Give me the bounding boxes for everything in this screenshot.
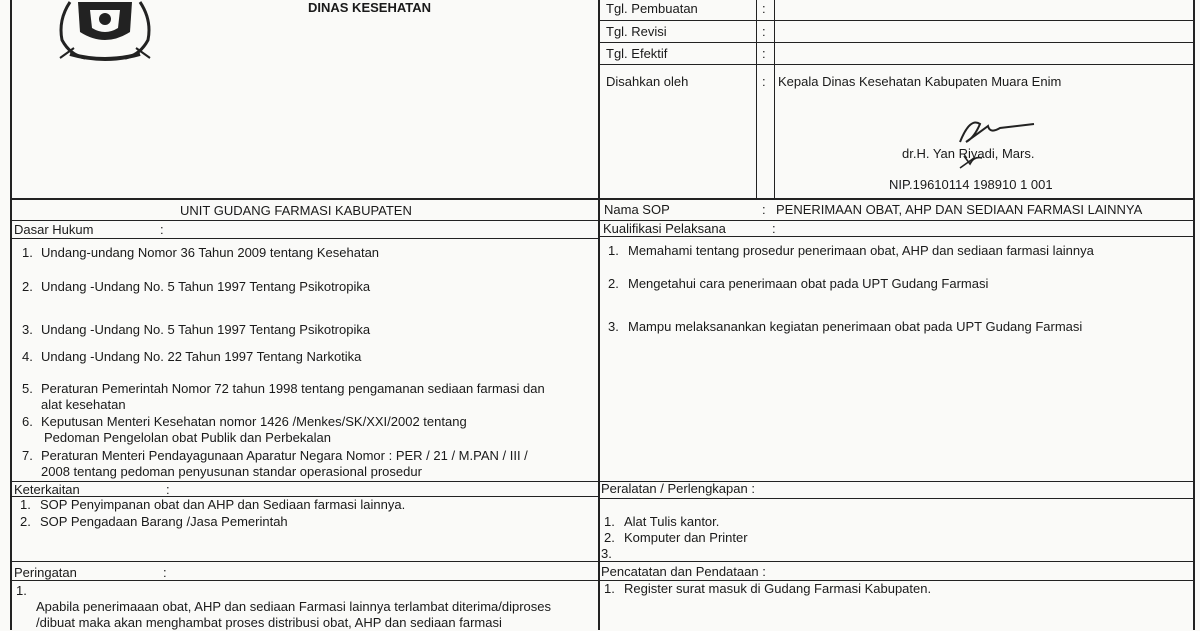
list-item: Mampu melaksanankan kegiatan penerimaan obat pada UPT Gudang Farmasi	[628, 319, 1083, 334]
list-item-number: 1.	[604, 514, 615, 529]
keterkaitan-heading: Keterkaitan	[14, 482, 80, 497]
sop-name-label: Nama SOP	[604, 202, 670, 217]
signatory-name: dr.H. Yan Riyadi, Mars.	[902, 146, 1035, 161]
list-item-number: 5.	[22, 381, 33, 396]
peralatan-heading: Peralatan / Perlengkapan :	[601, 481, 755, 496]
meta-label-approved-by: Disahkan oleh	[606, 74, 689, 89]
list-item: Keputusan Menteri Kesehatan nomor 1426 /Menkes/SK/XXI/2002 tentang	[41, 414, 467, 429]
warning-text: Apabila penerimaaan obat, AHP dan sediaan Farmasi lainnya terlambat diterima/diproses	[36, 599, 551, 614]
regency-emblem-icon	[40, 0, 170, 70]
list-item-number: 2.	[22, 279, 33, 294]
meta-colon: :	[762, 74, 766, 89]
meta-label-effective-date: Tgl. Efektif	[606, 46, 668, 61]
unit-name: UNIT GUDANG FARMASI KABUPATEN	[180, 203, 412, 218]
section-colon: :	[163, 565, 167, 580]
meta-label-creation-date: Tgl. Pembuatan	[606, 1, 698, 16]
section-colon: :	[166, 482, 170, 497]
list-item-number: 3.	[22, 322, 33, 337]
list-item-number: 2.	[604, 530, 615, 545]
list-item: Undang -Undang No. 5 Tahun 1997 Tentang Psikotropika	[41, 279, 371, 294]
list-item-number: 1.	[608, 243, 619, 258]
dasar-hukum-heading: Dasar Hukum	[14, 222, 94, 237]
list-item: SOP Pengadaan Barang /Jasa Pemerintah	[40, 514, 288, 529]
list-item: SOP Penyimpanan obat dan AHP dan Sediaan farmasi lainnya.	[40, 497, 406, 512]
list-item-number: 2.	[20, 514, 31, 529]
list-item-number: 3.	[601, 546, 612, 561]
list-item-number: 7.	[22, 448, 33, 463]
section-colon: :	[772, 221, 776, 236]
warning-text-continued: /dibuat maka akan menghambat proses distribusi obat, AHP dan sediaan farmasi	[36, 615, 502, 630]
list-item: Undang-undang Nomor 36 Tahun 2009 tentang Kesehatan	[41, 245, 380, 260]
list-item-continued: 2008 tentang pedoman penyusunan standar operasional prosedur	[41, 464, 422, 479]
list-item: Peraturan Menteri Pendayagunaan Aparatur Negara Nomor : PER / 21 / M.PAN / III /	[41, 448, 528, 463]
list-item: Undang -Undang No. 5 Tahun 1997 Tentang Psikotropika	[41, 322, 371, 337]
signature-icon	[930, 112, 1040, 172]
sop-colon: :	[762, 202, 766, 217]
meta-colon: :	[762, 24, 766, 39]
list-item-continued: alat kesehatan	[41, 397, 126, 412]
list-item-continued: Pedoman Pengelolan obat Publik dan Perbekalan	[44, 430, 331, 445]
list-item: Peraturan Pemerintah Nomor 72 tahun 1998 tentang pengamanan sediaan farmasi dan	[41, 381, 545, 396]
kualifikasi-heading: Kualifikasi Pelaksana	[603, 221, 726, 236]
list-item: Register surat masuk di Gudang Farmasi Kabupaten.	[624, 581, 932, 596]
list-item: Alat Tulis kantor.	[624, 514, 720, 529]
sop-name-value: PENERIMAAN OBAT, AHP DAN SEDIAAN FARMASI LAINNYA	[776, 202, 1143, 217]
list-item-number: 2.	[608, 276, 619, 291]
meta-colon: :	[762, 1, 766, 16]
meta-colon: :	[762, 46, 766, 61]
list-item-number: 1.	[20, 497, 31, 512]
peringatan-heading: Peringatan	[14, 565, 77, 580]
signatory-nip: NIP.19610114 198910 1 001	[889, 177, 1053, 192]
list-item: Komputer dan Printer	[624, 530, 748, 545]
list-item: Memahami tentang prosedur penerimaan obat, AHP dan sediaan farmasi lainnya	[628, 243, 1094, 258]
pencatatan-heading: Pencatatan dan Pendataan :	[601, 564, 766, 579]
list-item-number: 1.	[16, 583, 27, 598]
list-item: Undang -Undang No. 22 Tahun 1997 Tentang Narkotika	[41, 349, 362, 364]
section-colon: :	[160, 222, 164, 237]
list-item: Mengetahui cara penerimaan obat pada UPT Gudang Farmasi	[628, 276, 989, 291]
list-item-number: 4.	[22, 349, 33, 364]
list-item-number: 3.	[608, 319, 619, 334]
meta-label-revision-date: Tgl. Revisi	[606, 24, 667, 39]
agency-title: DINAS KESEHATAN	[308, 0, 432, 15]
list-item-number: 1.	[22, 245, 33, 260]
list-item-number: 6.	[22, 414, 33, 429]
list-item-number: 1.	[604, 581, 615, 596]
meta-value-approved-by: Kepala Dinas Kesehatan Kabupaten Muara Enim	[778, 74, 1062, 89]
